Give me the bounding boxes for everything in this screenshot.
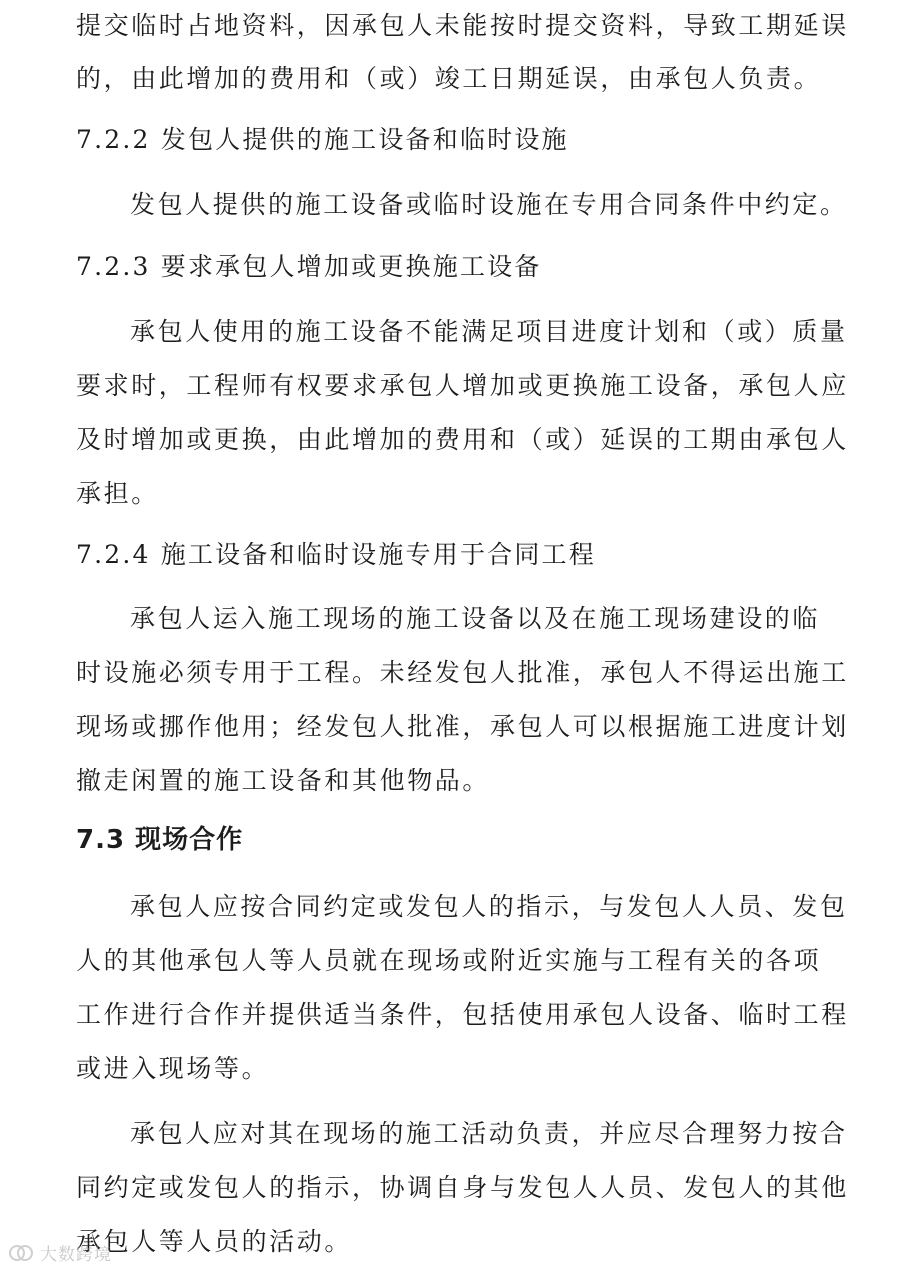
- paragraph-line: 承包人等人员的活动。: [76, 1227, 353, 1256]
- paragraph-line: 的，由此增加的费用和（或）竣工日期延误，由承包人负责。: [76, 64, 822, 93]
- paragraph-line: 工作进行合作并提供适当条件，包括使用承包人设备、临时工程: [76, 1000, 849, 1029]
- section-heading-7-3: 7.3 现场合作: [76, 825, 244, 855]
- paragraph-line: 撤走闲置的施工设备和其他物品。: [76, 766, 491, 795]
- paragraph-line: 同约定或发包人的指示，协调自身与发包人人员、发包人的其他: [76, 1173, 849, 1202]
- paragraph-line: 承包人应按合同约定或发包人的指示，与发包人人员、发包: [130, 892, 848, 921]
- paragraph-line: 现场或挪作他用；经发包人批准，承包人可以根据施工进度计划: [76, 712, 849, 741]
- section-heading-7-2-4: 7.2.4 施工设备和临时设施专用于合同工程: [76, 540, 596, 569]
- paragraph-line: 及时增加或更换，由此增加的费用和（或）延误的工期由承包人: [76, 425, 849, 454]
- brand-logo-icon: [8, 1243, 34, 1263]
- paragraph-line: 承包人运入施工现场的施工设备以及在施工现场建设的临: [130, 604, 821, 633]
- paragraph-line: 发包人提供的施工设备或临时设施在专用合同条件中约定。: [130, 190, 848, 219]
- paragraph-line: 承担。: [76, 479, 159, 508]
- watermark-text: 大数跨境: [40, 1245, 112, 1265]
- paragraph-line: 要求时，工程师有权要求承包人增加或更换施工设备，承包人应: [76, 371, 849, 400]
- watermark: [8, 1240, 112, 1265]
- paragraph-line: 时设施必须专用于工程。未经发包人批准，承包人不得运出施工: [76, 658, 849, 687]
- paragraph-line: 承包人应对其在现场的施工活动负责，并应尽合理努力按合: [130, 1119, 848, 1148]
- section-heading-7-2-2: 7.2.2 发包人提供的施工设备和临时设施: [76, 125, 569, 154]
- paragraph-line: 提交临时占地资料，因承包人未能按时提交资料，导致工期延误: [76, 11, 849, 40]
- paragraph-line: 人的其他承包人等人员就在现场或附近实施与工程有关的各项: [76, 946, 822, 975]
- section-heading-7-2-3: 7.2.3 要求承包人增加或更换施工设备: [76, 252, 542, 281]
- paragraph-line: 承包人使用的施工设备不能满足项目进度计划和（或）质量: [130, 317, 848, 346]
- paragraph-line: 或进入现场等。: [76, 1054, 270, 1083]
